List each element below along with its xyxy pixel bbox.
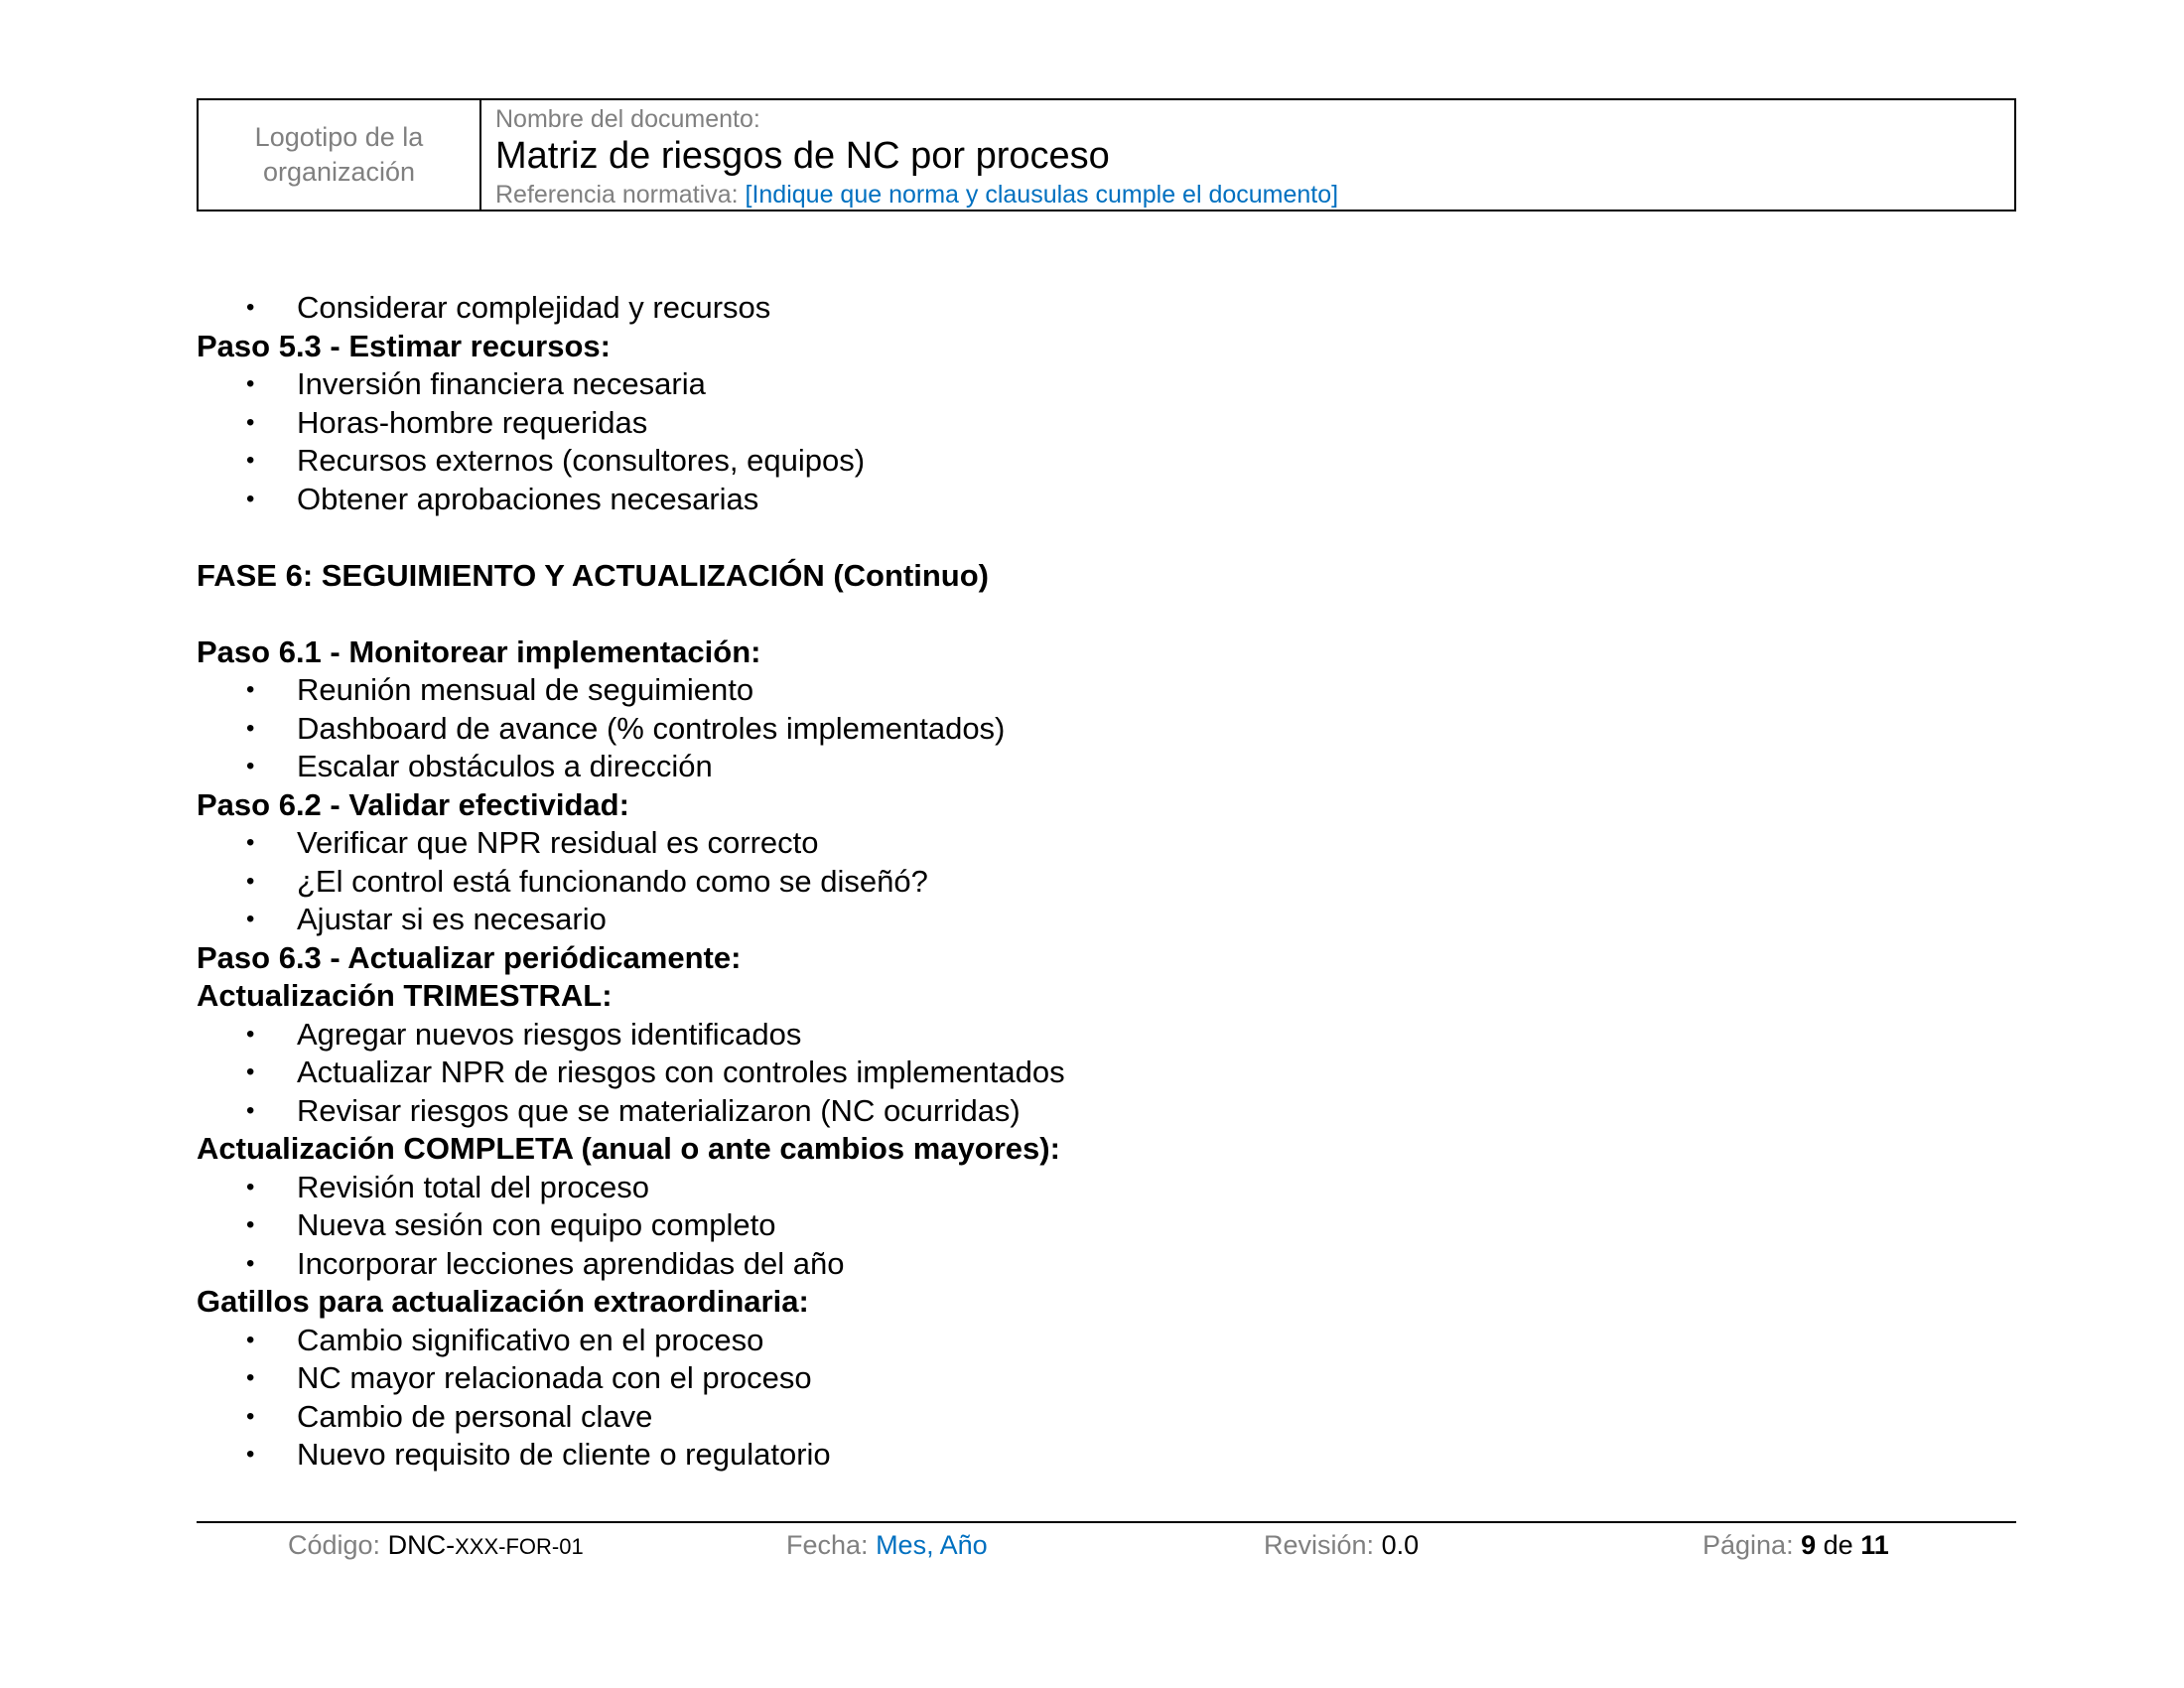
bullet-icon: •: [246, 829, 255, 856]
list-item-text: Revisión total del proceso: [297, 1169, 649, 1204]
subheading-gatillos: Gatillos para actualización extraordinaria:: [197, 1284, 809, 1319]
bullet-icon: •: [246, 294, 255, 321]
list-item-text: Nueva sesión con equipo completo: [297, 1207, 776, 1242]
list-item: [197, 1016, 2016, 1055]
list-item: [197, 1436, 2016, 1475]
bullet-list: [197, 1016, 2016, 1131]
step-heading: Paso 6.3 - Actualizar periódicamente:: [197, 939, 742, 975]
list-item: [197, 901, 2016, 939]
page-current: 9: [1801, 1530, 1817, 1560]
footer-code: [288, 1529, 584, 1563]
list-item-text: ¿El control está funcionando como se diseñó?: [297, 863, 928, 899]
list-item: [197, 671, 2016, 710]
page-of: de: [1823, 1530, 1853, 1560]
list-item-text: Escalar obstáculos a dirección: [297, 749, 713, 783]
bullet-list: [197, 671, 2016, 786]
list-item-text: Cambio de personal clave: [297, 1398, 653, 1434]
ref-label: Referencia normativa:: [495, 181, 739, 209]
normative-reference: [495, 180, 2000, 210]
document-body: [197, 289, 2016, 1475]
bullet-icon: •: [246, 753, 255, 779]
bullet-icon: •: [246, 1364, 255, 1391]
code-label: Código:: [288, 1530, 381, 1560]
doc-title: Matriz de riesgos de NC por proceso: [495, 135, 1110, 177]
list-item: [197, 1322, 2016, 1360]
list-item: [197, 1169, 2016, 1207]
bullet-icon: •: [246, 1096, 255, 1124]
list-item-text: Recursos externos (consultores, equipos): [297, 443, 866, 478]
ref-value: [Indique que norma y clausulas cumple el documento]: [745, 181, 1339, 209]
bullet-icon: •: [246, 447, 255, 474]
list-item: [197, 748, 2016, 786]
spacer: [197, 518, 2016, 557]
bullet-list: [197, 289, 2016, 328]
revision-label: Revisión:: [1264, 1530, 1375, 1560]
list-item-text: NC mayor relacionada con el proceso: [297, 1360, 812, 1395]
spacer: [197, 595, 2016, 633]
bullet-icon: •: [246, 676, 255, 703]
bullet-icon: •: [246, 906, 255, 932]
list-item-text: Actualizar NPR de riesgos con controles implementados: [297, 1055, 1065, 1089]
bullet-list: [197, 1169, 2016, 1284]
step-heading: Paso 6.2 - Validar efectividad:: [197, 786, 629, 822]
list-item: [197, 710, 2016, 749]
list-item-text: Inversión financiera necesaria: [297, 366, 706, 401]
bullet-icon: •: [246, 370, 255, 397]
bullet-icon: •: [246, 408, 255, 436]
document-info: [481, 100, 2014, 210]
list-item: [197, 1206, 2016, 1245]
bullet-icon: •: [246, 1249, 255, 1277]
list-item: [197, 481, 2016, 519]
document-header: [197, 98, 2016, 211]
list-item-text: Revisar riesgos que se materializaron (NC ocurridas): [297, 1092, 1021, 1128]
bullet-icon: •: [246, 1058, 255, 1085]
bullet-list: [197, 824, 2016, 939]
subheading-trimestral: Actualización TRIMESTRAL:: [197, 978, 613, 1013]
list-item: [197, 1398, 2016, 1437]
step-heading: Paso 5.3 - Estimar recursos:: [197, 328, 611, 363]
list-item: [197, 824, 2016, 863]
logo-text-line2: organización: [262, 157, 416, 187]
list-item: [197, 863, 2016, 902]
list-item: [197, 404, 2016, 443]
logo-text-line1: Logotipo de la: [254, 122, 424, 152]
revision-value: 0.0: [1381, 1530, 1420, 1560]
list-item-text: Obtener aprobaciones necesarias: [297, 481, 759, 516]
code-prefix: DNC-: [387, 1530, 456, 1560]
list-item: [197, 1245, 2016, 1284]
page-total: 11: [1860, 1530, 1889, 1560]
list-item: [197, 1092, 2016, 1131]
list-item: [197, 1359, 2016, 1398]
bullet-icon: •: [246, 1402, 255, 1430]
bullet-icon: •: [246, 1326, 255, 1353]
list-item-text: Dashboard de avance (% controles implementados): [297, 710, 1006, 746]
list-item-text: Reunión mensual de seguimiento: [297, 672, 754, 707]
footer-date: [786, 1529, 988, 1561]
phase-heading: FASE 6: SEGUIMIENTO Y ACTUALIZACIÓN (Continuo): [197, 557, 989, 593]
date-label: Fecha:: [786, 1530, 869, 1560]
list-item: [197, 289, 2016, 328]
list-item: [197, 365, 2016, 404]
bullet-icon: •: [246, 1441, 255, 1468]
subheading-completa: Actualización COMPLETA (anual o ante cambios mayores):: [197, 1131, 1060, 1166]
list-item-text: Horas-hombre requeridas: [297, 404, 648, 440]
bullet-list: [197, 1322, 2016, 1475]
list-item: [197, 1054, 2016, 1092]
bullet-icon: •: [246, 1211, 255, 1238]
footer-revision: [1264, 1529, 1419, 1561]
list-item: [197, 442, 2016, 481]
footer-page: [1703, 1529, 1889, 1561]
list-item-text: Nuevo requisito de cliente o regulatorio: [297, 1437, 831, 1472]
list-item-text: Considerar complejidad y recursos: [297, 290, 771, 325]
list-item-text: Agregar nuevos riesgos identificados: [297, 1016, 802, 1052]
list-item-text: Verificar que NPR residual es correcto: [297, 825, 819, 860]
logo-placeholder: [199, 100, 481, 210]
list-item-text: Incorporar lecciones aprendidas del año: [297, 1245, 845, 1281]
code-rest: XXX-FOR-01: [455, 1534, 584, 1559]
footer-divider: [197, 1521, 2016, 1523]
date-value: Mes, Año: [876, 1530, 988, 1560]
bullet-icon: •: [246, 867, 255, 895]
step-heading: Paso 6.1 - Monitorear implementación:: [197, 633, 761, 669]
bullet-icon: •: [246, 1173, 255, 1200]
bullet-icon: •: [246, 1020, 255, 1048]
bullet-list: [197, 365, 2016, 518]
bullet-icon: •: [246, 714, 255, 742]
doc-name-label: Nombre del documento:: [495, 105, 760, 133]
list-item-text: Ajustar si es necesario: [297, 902, 607, 936]
page-label: Página:: [1703, 1530, 1794, 1560]
bullet-icon: •: [246, 485, 255, 512]
list-item-text: Cambio significativo en el proceso: [297, 1322, 764, 1357]
